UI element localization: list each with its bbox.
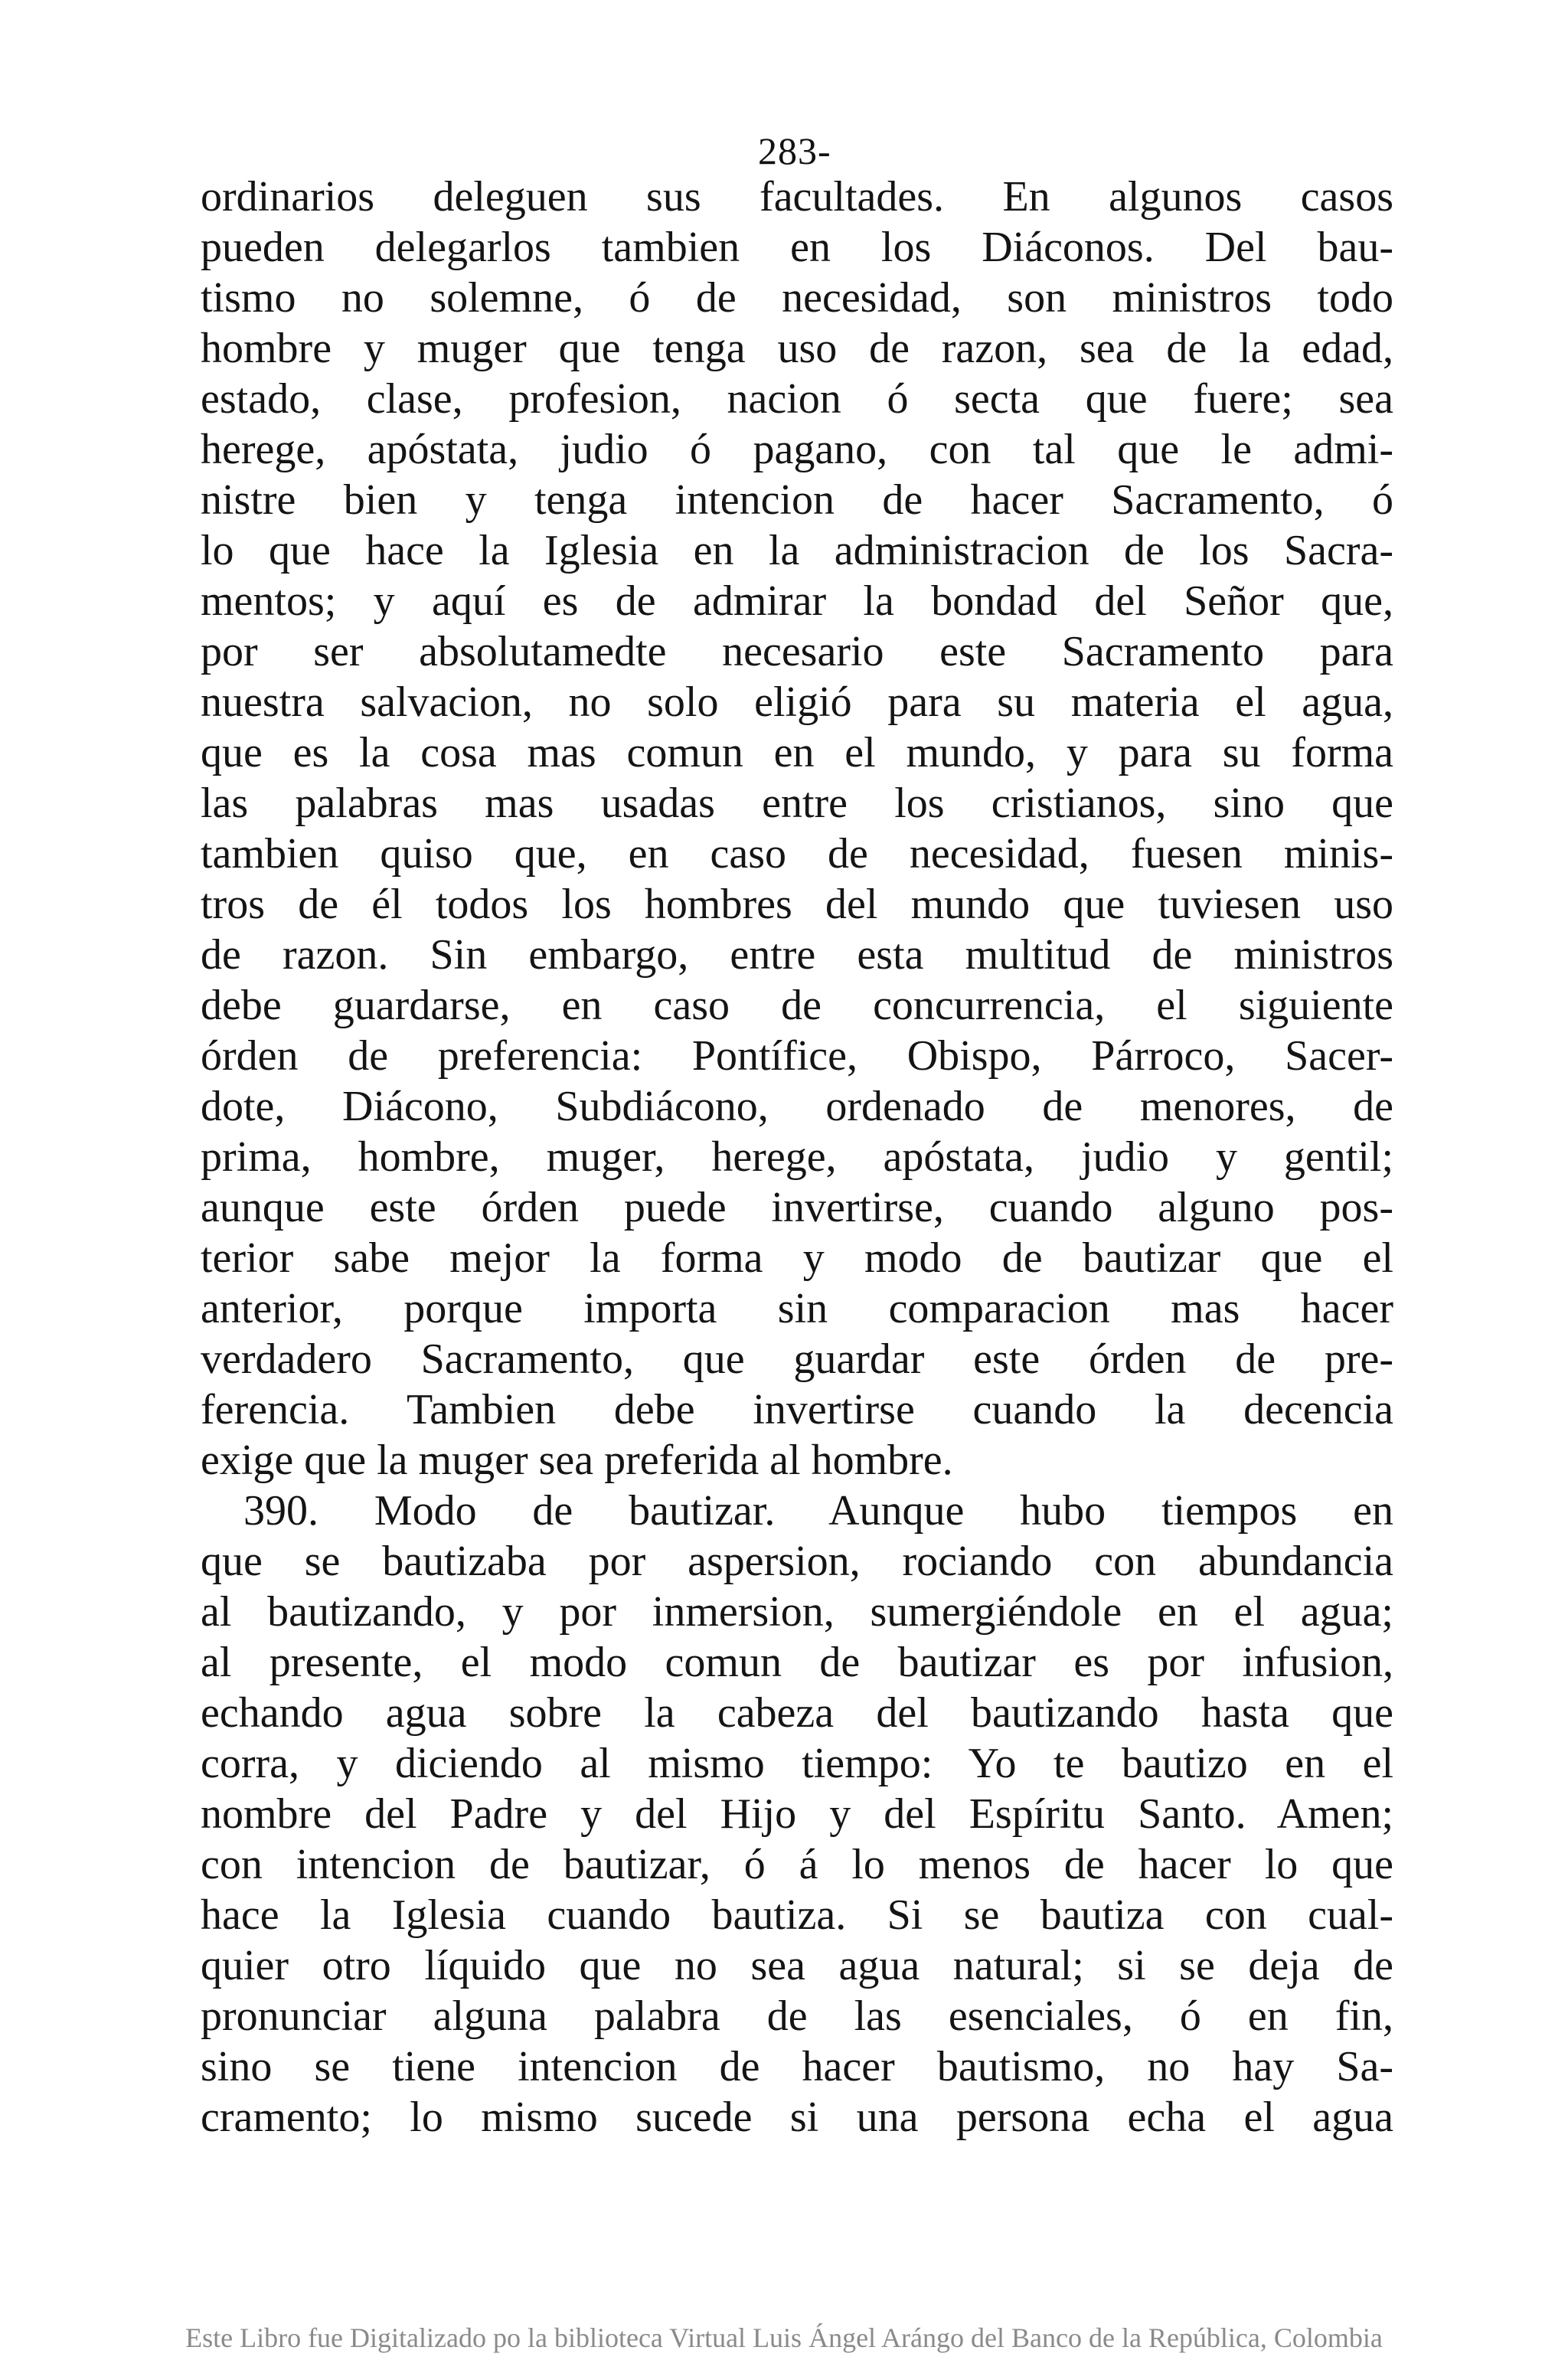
text-line: terior sabe mejor la forma y modo de bautizar que el	[201, 1234, 1393, 1282]
text-line: que es la cosa mas comun en el mundo, y para su forma	[201, 729, 1393, 776]
text-line: exige que la muger sea preferida al hombre.	[201, 1437, 953, 1484]
text-line: ferencia. Tambien debe invertirse cuando la decencia	[201, 1386, 1393, 1433]
text-line: ordinarios deleguen sus facultades. En algunos casos	[201, 173, 1393, 221]
text-line: dote, Diácono, Subdiácono, ordenado de menores, de	[201, 1083, 1393, 1130]
text-line: nuestra salvacion, no solo eligió para su materia el agua,	[201, 678, 1393, 726]
text-line: lo que hace la Iglesia en la administracion de los Sacra-	[201, 527, 1393, 574]
text-line: corra, y diciendo al mismo tiempo: Yo te bautizo en el	[201, 1740, 1393, 1787]
text-line: aunque este órden puede invertirse, cuando alguno pos-	[201, 1184, 1393, 1231]
text-line: verdadero Sacramento, que guardar este órden de pre-	[201, 1335, 1393, 1383]
text-line: pueden delegarlos tambien en los Diáconos. Del bau-	[201, 224, 1393, 271]
text-line: debe guardarse, en caso de concurrencia, el siguiente	[201, 982, 1393, 1029]
text-line: órden de preferencia: Pontífice, Obispo, Párroco, Sacer-	[201, 1032, 1393, 1080]
text-line: nistre bien y tenga intencion de hacer Sacramento, ó	[201, 476, 1393, 524]
text-line: hombre y muger que tenga uso de razon, sea de la edad,	[201, 325, 1393, 372]
text-line: estado, clase, profesion, nacion ó secta que fuere; sea	[201, 375, 1393, 423]
page-number: 283-	[758, 129, 831, 172]
text-line: pronunciar alguna palabra de las esenciales, ó en fin,	[201, 1992, 1393, 2040]
text-line: tros de él todos los hombres del mundo que tuviesen uso	[201, 881, 1393, 928]
text-line: prima, hombre, muger, herege, apóstata, judio y gentil;	[201, 1133, 1393, 1181]
section-heading-line: 390. Modo de bautizar. Aunque hubo tiempos en	[243, 1487, 1393, 1535]
text-line: mentos; y aquí es de admirar la bondad del Señor que,	[201, 577, 1393, 625]
text-line: anterior, porque importa sin comparacion mas hacer	[201, 1285, 1393, 1332]
text-line: al bautizando, y por inmersion, sumergiéndole en el agua;	[201, 1588, 1393, 1636]
text-line: sino se tiene intencion de hacer bautismo, no hay Sa-	[201, 2043, 1393, 2090]
text-line: tambien quiso que, en caso de necesidad, fuesen minis-	[201, 830, 1393, 878]
text-line: que se bautizaba por aspersion, rociando con abundancia	[201, 1538, 1393, 1585]
text-line: por ser absolutamedte necesario este Sacramento para	[201, 628, 1393, 675]
text-line: echando agua sobre la cabeza del bautizando hasta que	[201, 1689, 1393, 1737]
text-line: las palabras mas usadas entre los cristianos, sino que	[201, 780, 1393, 827]
text-line: herege, apóstata, judio ó pagano, con tal que le admi-	[201, 426, 1393, 473]
body-text	[201, 172, 1393, 2143]
text-line: nombre del Padre y del Hijo y del Espíritu Santo. Amen;	[201, 1790, 1393, 1838]
text-line: de razon. Sin embargo, entre esta multitud de ministros	[201, 931, 1393, 979]
text-line: con intencion de bautizar, ó á lo menos de hacer lo que	[201, 1841, 1393, 1888]
text-line: al presente, el modo comun de bautizar es por infusion,	[201, 1639, 1393, 1686]
text-line: cramento; lo mismo sucede si una persona echa el agua	[201, 2094, 1393, 2141]
digitization-footer: Este Libro fue Digitalizado po la biblioteca Virtual Luis Ángel Arángo del Banco de la República, Colombia	[185, 2322, 1383, 2353]
text-line: tismo no solemne, ó de necesidad, son ministros todo	[201, 274, 1393, 322]
text-line: quier otro líquido que no sea agua natural; si se deja de	[201, 1942, 1393, 1989]
text-line: hace la Iglesia cuando bautiza. Si se bautiza con cual-	[201, 1891, 1393, 1939]
